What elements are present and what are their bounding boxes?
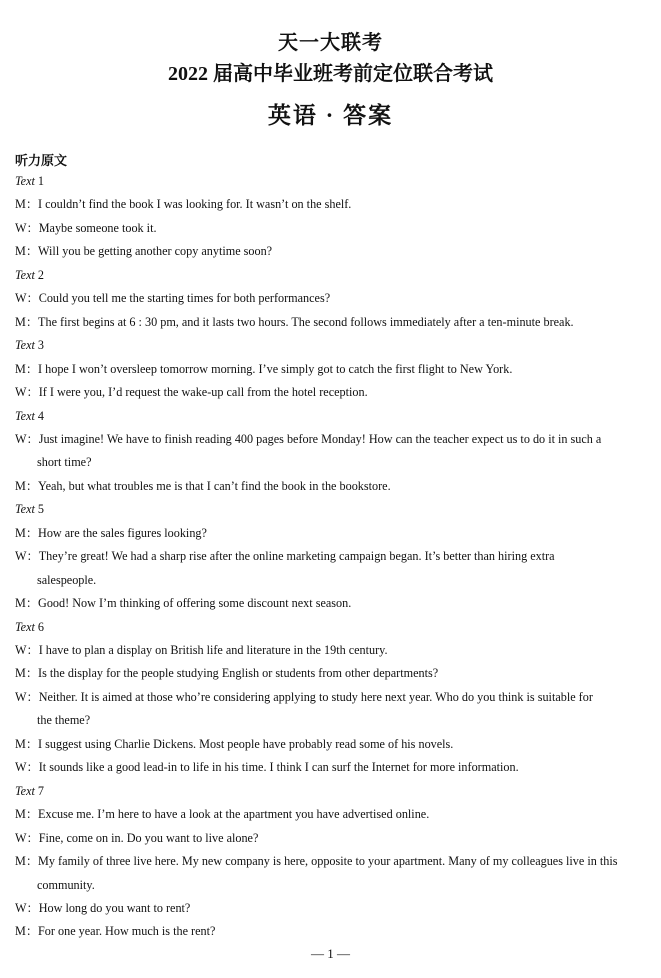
speaker-label: M： xyxy=(15,244,39,259)
text-label-word: Text xyxy=(15,619,35,634)
subject-title: 英语 · 答案 xyxy=(267,103,394,128)
dialogue-line xyxy=(15,803,647,827)
dialogue-continuation: community. xyxy=(37,877,95,892)
text-label xyxy=(15,616,647,640)
dialogue-line xyxy=(15,592,647,616)
speaker-label: M： xyxy=(15,525,39,540)
dialogue-line xyxy=(15,287,647,311)
dialogue-line xyxy=(15,358,647,382)
dialogue-text: Neither. It is aimed at those who’re considering applying to study here next year. Who do you think is suitable for xyxy=(38,689,593,704)
text-label-word: Text xyxy=(15,174,35,188)
section-title: 听力原文 xyxy=(15,154,68,169)
text-label-word: Text xyxy=(15,267,35,282)
dialogue-text: My family of three live here. My new company is here, opposite to your apartment. Many of my colleagues live in this xyxy=(38,854,618,869)
speaker-label: M： xyxy=(15,924,39,939)
dialogue-text: Could you tell me the starting times for both performances? xyxy=(38,291,331,306)
speaker-label: W： xyxy=(15,291,39,306)
text-label-word: Text xyxy=(15,783,35,798)
dialogue-line xyxy=(15,545,647,569)
dialogue-text: If I were you, I’d request the wake-up call from the hotel reception. xyxy=(38,385,368,400)
speaker-label: M： xyxy=(15,854,39,869)
text-label-number: 4 xyxy=(34,408,45,423)
dialogue-text: I hope I won’t oversleep tomorrow morning. I’ve simply got to catch the first flight to New York. xyxy=(38,361,513,376)
speaker-label: W： xyxy=(15,689,39,704)
dialogue-text: I suggest using Charlie Dickens. Most people have probably read some of his novels. xyxy=(38,736,454,751)
dialogue-text: Fine, come on in. Do you want to live alone? xyxy=(38,830,259,845)
text-label-number: 5 xyxy=(34,502,45,517)
dialogue-line xyxy=(15,897,647,921)
dialogue-continuation: salespeople. xyxy=(37,572,97,587)
text-label-word: Text xyxy=(15,502,35,517)
dialogue-line xyxy=(15,240,647,264)
dialogue-line xyxy=(15,311,647,335)
speaker-label: W： xyxy=(15,830,39,845)
dialogue-continuation: the theme? xyxy=(37,713,91,728)
dialogue-line xyxy=(15,756,647,780)
dialogue-text: Will you be getting another copy anytime soon? xyxy=(38,244,273,259)
text-label xyxy=(15,405,647,429)
text-label-word: Text xyxy=(15,338,35,353)
speaker-label: W： xyxy=(15,385,39,400)
dialogue-text: They’re great! We had a sharp rise after the online marketing campaign began. It’s better than hiring extra xyxy=(38,549,555,564)
dialogue-text: Maybe someone took it. xyxy=(38,220,157,235)
dialogue-line xyxy=(15,381,647,405)
dialogue-text: I have to plan a display on British life and literature in the 19th century. xyxy=(38,643,388,657)
speaker-label: W： xyxy=(15,220,39,235)
dialogue-text: Excuse me. I’m here to have a look at the apartment you have advertised online. xyxy=(38,807,430,822)
speaker-label: M： xyxy=(15,478,39,493)
text-label-number: 7 xyxy=(34,783,45,798)
dialogue-text: I couldn’t find the book I was looking for. It wasn’t on the shelf. xyxy=(38,197,352,212)
dialogue-text: The first begins at 6 : 30 pm, and it lasts two hours. The second follows immediately after a ten-minute break. xyxy=(38,314,574,329)
speaker-label: W： xyxy=(15,549,39,564)
speaker-label: M： xyxy=(15,314,39,329)
text-label-number: 1 xyxy=(34,174,45,188)
dialogue-line xyxy=(15,217,647,241)
text-label-number: 3 xyxy=(34,338,45,353)
dialogue-line xyxy=(15,475,647,499)
dialogue-text: It sounds like a good lead-in to life in his time. I think I can surf the Internet for more information. xyxy=(38,760,519,775)
exam-org-title: 天一大联考 xyxy=(278,32,383,54)
text-label xyxy=(15,264,647,288)
dialogue-text: Good! Now I’m thinking of offering some discount next season. xyxy=(38,596,352,611)
dialogue-line xyxy=(15,662,647,686)
text-label xyxy=(15,780,647,804)
dialogue-text: For one year. How much is the rent? xyxy=(38,924,216,939)
speaker-label: M： xyxy=(15,596,39,611)
speaker-label: M： xyxy=(15,361,39,376)
exam-title: 2022 届高中毕业班考前定位联合考试 xyxy=(168,63,493,85)
dialogue-line xyxy=(15,193,647,217)
text-label xyxy=(15,498,647,522)
text-label-number: 6 xyxy=(34,619,45,634)
dialogue-line xyxy=(15,850,647,874)
speaker-label: W： xyxy=(15,431,39,446)
speaker-label: M： xyxy=(15,666,39,681)
dialogue-text: How are the sales figures looking? xyxy=(38,525,207,540)
dialogue-line xyxy=(15,827,647,851)
dialogue-continuation: short time? xyxy=(37,455,92,470)
speaker-label: M： xyxy=(15,197,39,212)
text-label-number: 2 xyxy=(34,267,45,282)
text-label xyxy=(15,334,647,358)
dialogue-line xyxy=(15,522,647,546)
dialogue-text: Is the display for the people studying English or students from other departments? xyxy=(38,666,439,681)
dialogue-line xyxy=(15,920,647,944)
page-number: — 1 — xyxy=(311,946,350,961)
speaker-label: M： xyxy=(15,807,39,822)
dialogue-text: Just imagine! We have to finish reading 400 pages before Monday! How can the teacher expect us to do it in such a xyxy=(38,431,602,446)
speaker-label: W： xyxy=(15,900,39,915)
dialogue-text: Yeah, but what troubles me is that I can’t find the book in the bookstore. xyxy=(38,478,391,493)
text-label xyxy=(15,170,647,194)
dialogue-line xyxy=(15,733,647,757)
speaker-label: W： xyxy=(15,760,39,775)
dialogue-line xyxy=(15,428,647,452)
speaker-label: W： xyxy=(15,643,39,657)
text-label-word: Text xyxy=(15,408,35,423)
speaker-label: M： xyxy=(15,736,39,751)
dialogue-text: How long do you want to rent? xyxy=(38,900,191,915)
dialogue-line xyxy=(15,639,647,663)
dialogue-line xyxy=(15,686,647,710)
